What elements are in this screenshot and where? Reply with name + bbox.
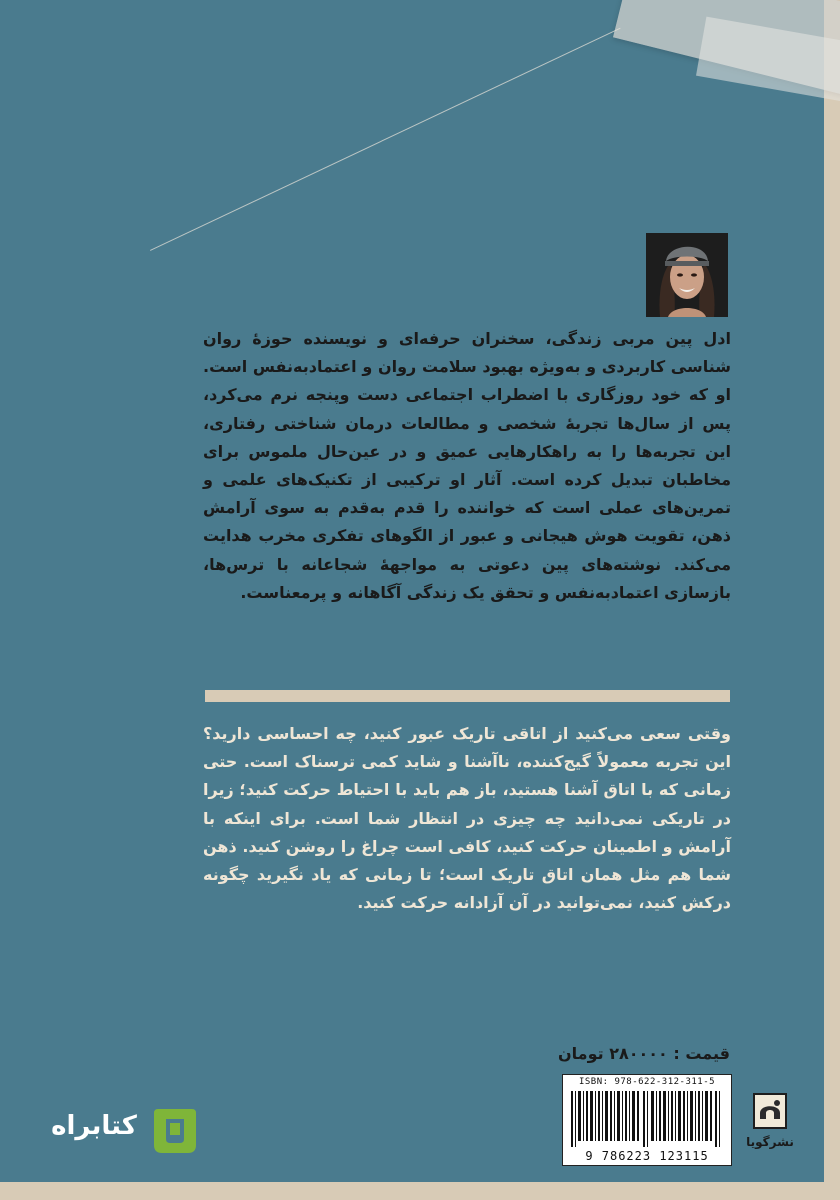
isbn-barcode <box>562 1074 732 1166</box>
isbn-label: ISBN: 978-622-312-311-5 <box>578 1077 716 1087</box>
ketabrah-wordmark: کتابراه <box>51 1111 137 1141</box>
decorative-diagonal-line <box>150 28 621 251</box>
book-spine-edge <box>824 0 840 1200</box>
author-portrait-illustration <box>646 233 728 317</box>
author-photo <box>646 233 728 317</box>
section-divider-bar <box>205 690 730 702</box>
price-line <box>540 1044 730 1063</box>
barcode-digits: 9 786223 123115 <box>585 1149 709 1163</box>
bottom-edge-band <box>0 1182 840 1200</box>
publisher-mark <box>744 1093 796 1168</box>
ketabrah-logo <box>40 1103 200 1159</box>
price-amount: ۲۸۰۰۰۰ تومان <box>558 1044 668 1063</box>
publisher-name: نشرگویا <box>746 1135 794 1149</box>
book-blurb: وقتی سعی می‌کنید از اتاقی تاریک عبور کنید، چه احساسی دارید؟ این تجربه معمولاً گیج‌کننده، ناآشنا و شاید کمی ترسناک است. حتی زمانی که با اتاق آشنا هستید، باز هم باید با احتیاط حرکت کنید؛ زیرا در تاریکی نمی‌دانید چه چیزی در انتظار شما است. برای اینکه با آرامش و اطمینان حرکت کنید، کافی است چراغ را روشن کنید. ذهن شما هم مثل همان اتاق تاریک است؛ تا زمانی که یاد نگیرید چگونه درکش کنید، نمی‌توانید در آن آزادانه حرکت کنید. <box>203 724 731 913</box>
barcode-bars <box>571 1091 723 1147</box>
price-label: قیمت : <box>673 1044 730 1063</box>
ketabrah-book-icon <box>150 1105 200 1157</box>
author-biography: ادل پین مربی زندگی، سخنران حرفه‌ای و نویسنده حوزهٔ روان شناسی کاربردی و به‌ویژه بهبود سلامت روان و اعتمادبه‌نفس است. او که خود روزگاری با اضطراب اجتماعی دست و‌پنجه نرم می‌کرد، پس از سال‌ها تجربهٔ شخصی و مطالعات درمان شناختی رفتاری، این تجربه‌ها را به راهکارهایی عمیق و در عین‌حال ملموس برای مخاطبان تبدیل کرده است. آثار او ترکیبی از تکنیک‌های علمی و تمرین‌های عملی است که خواننده را قدم به‌قدم به سوی آرامش ذهن، تقویت هوش هیجانی و عبور از الگوهای تفکری مخرب هدایت می‌کند. نوشته‌های پین دعوتی به مواجههٔ شجاعانه با ترس‌ها، بازسازی اعتمادبه‌نفس و تحقق یک زندگی آگاهانه و پرمعناست. <box>203 329 731 602</box>
publisher-logo-icon <box>753 1093 787 1129</box>
